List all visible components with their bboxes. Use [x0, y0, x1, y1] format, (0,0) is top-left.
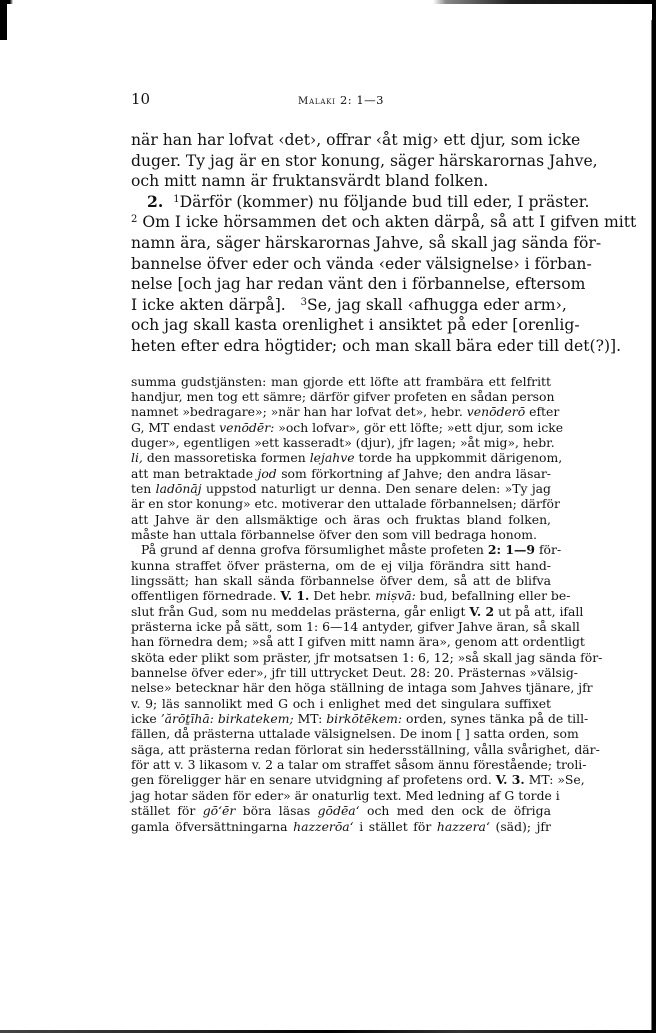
section-number: 2.: [147, 191, 164, 211]
page-header: [131, 90, 551, 116]
hebrew-transliteration: birkōtēkem:: [326, 711, 403, 727]
note-text: att man betraktade: [131, 465, 254, 481]
text-line: när han har lofvat ‹det›, offrar ‹åt mig› ett djur, som icke: [131, 131, 581, 149]
scripture-translation: [131, 130, 637, 357]
note-line: han förnedra dem; »så att I gifven mitt namn ära», genom att ordentligt: [131, 634, 585, 650]
verse-marker: 3: [300, 296, 308, 308]
note-text: torde ha uppkommit därigenom,: [358, 450, 563, 466]
text-line: bannelse öfver eder och vända ‹eder välsignelse› i förban-: [131, 254, 592, 273]
section-heading-line: [131, 191, 590, 213]
note-text: slut från Gud, som nu meddelas prästerna, går enligt: [131, 603, 466, 619]
scan-border-left: [0, 0, 7, 40]
note-line: [131, 772, 585, 788]
hebrew-transliteration: hazzera‘: [436, 818, 490, 834]
note-text: efter: [529, 404, 560, 420]
note-text: den massoretiska formen: [146, 450, 306, 466]
text-line: duger. Ty jag är en stor konung, säger härskarornas Jahve,: [131, 151, 598, 170]
book-page: [131, 90, 637, 834]
note-line: sköta eder plikt som präster, jfr motsatsen 1: 6, 12; »så skall jag sända för-: [131, 649, 603, 665]
note-line: att Jahve är den allsmäktige och äras och fruktas bland folken,: [131, 511, 551, 527]
note-line: [131, 542, 562, 558]
text-line: namn ära, säger härskarornas Jahve, så skall jag sända för-: [131, 233, 602, 252]
note-text: Det hebr.: [313, 588, 372, 604]
note-line: är en stor konung» etc. motiverar den uttalade förbannelsen; därför: [131, 496, 560, 512]
note-line: [131, 711, 589, 727]
note-text: böra läsas: [242, 803, 311, 819]
note-text: stället för: [131, 803, 196, 819]
note-text: gen föreligger här en senare utvidgning af profetens ord.: [131, 772, 492, 788]
scan-border-top: [0, 0, 656, 4]
verse-reference: V. 3.: [495, 772, 525, 788]
hebrew-transliteration: lejahve: [309, 450, 355, 466]
hebrew-transliteration: gōdēa‘: [317, 803, 360, 819]
note-line: [131, 819, 551, 834]
note-line: bannelse öfver eder», jfr till uttrycket Deut. 28: 20. Prästernas »välsig-: [131, 665, 578, 681]
hebrew-transliteration: li,: [131, 450, 143, 466]
scan-border-right: [652, 4, 656, 1033]
note-text: bud, befallning eller be-: [419, 588, 571, 604]
verse-text: Därför (kommer) nu följande bud till eder, I präster.: [179, 192, 590, 211]
note-text: G, MT endast: [131, 419, 216, 435]
verse-reference: V. 1.: [280, 588, 310, 604]
note-line: för att v. 3 likasom v. 2 a talar om straffet såsom ännu förestående; troli-: [131, 757, 587, 773]
note-text: gamla öfversättningarna: [131, 818, 288, 834]
verse-text: I icke akten därpå].: [131, 295, 286, 314]
hebrew-transliteration: gō‘ēr: [202, 803, 236, 819]
note-text: i stället för: [359, 818, 432, 834]
verse-marker: 2: [131, 214, 138, 226]
page-number: 10: [131, 90, 151, 108]
hebrew-transliteration: miṣvā:: [375, 588, 416, 604]
note-line: [131, 404, 560, 420]
note-text: MT: »Se,: [528, 772, 585, 788]
note-text: offentligen förnedrade.: [131, 588, 277, 604]
note-line: duger», egentligen »ett kasseradt» (djur), jfr lagen; »åt mig», hebr.: [131, 434, 555, 450]
commentary-notes: [131, 373, 603, 834]
note-line: [131, 450, 563, 466]
verse-text: Om I icke hörsammen det och akten därpå, så att I gifven mitt: [142, 213, 637, 232]
running-head-book: Malaki: [298, 96, 336, 107]
note-line: [131, 466, 551, 481]
note-line: säga, att prästerna redan förlorat sin hedersställning, vålla svårighet, där-: [131, 741, 600, 757]
running-head: [131, 93, 551, 107]
scan-border-right-inner: [651, 20, 652, 1030]
note-text: icke: [131, 711, 157, 727]
note-line: [131, 603, 584, 619]
note-text: för-: [538, 542, 562, 558]
text-line: och mitt namn är fruktansvärdt bland folken.: [131, 172, 489, 191]
hebrew-transliteration: jod: [257, 465, 277, 481]
note-line: [131, 588, 571, 604]
hebrew-transliteration: hazzerōa‘: [293, 818, 354, 834]
text-line: [131, 295, 567, 316]
note-text: (säd); jfr: [495, 818, 551, 834]
note-line: måste han uttala förbannelse öfver den som vill bedraga honom.: [131, 526, 537, 542]
note-line: handjur, men tog ett sämre; därför gifver profeten en sådan person: [131, 388, 555, 404]
note-line: [131, 803, 551, 818]
note-line: v. 9; läs sannolikt med G och i enlighet med det singulara suffixet: [131, 695, 551, 711]
running-head-reference: 2: 1—3: [339, 93, 384, 107]
note-line: summa gudstjänsten: man gjorde ett löfte att frambära ett felfritt: [131, 373, 551, 389]
verse-reference: V. 2: [469, 603, 495, 619]
verse-text: Se, jag skall ‹afhugga eder arm›,: [307, 295, 567, 314]
note-line: fällen, då prästerna uttalade välsignelsen. De inom [ ] satta orden, som: [131, 726, 579, 742]
note-line: [131, 481, 551, 496]
note-text: uppstod naturligt ur denna. Den senare delen: »Ty jag: [205, 480, 551, 496]
text-line: heten efter edra högtider; och man skall bära eder till det(?)].: [131, 336, 622, 355]
hebrew-transliteration: ’ărōṯīhā: birkatekem;: [160, 711, 294, 727]
note-text: som förkortning af Jahve; den andra läsar-: [281, 465, 551, 481]
hebrew-transliteration: venōderō: [466, 404, 526, 420]
note-text: ten: [131, 480, 152, 496]
note-line: jag hotar säden för eder» är onaturlig text. Med ledning af G torde i: [131, 787, 560, 803]
hebrew-transliteration: venōdēr:: [219, 419, 275, 435]
note-text: och med den ock de öfriga: [367, 803, 551, 819]
text-line: [131, 212, 637, 233]
note-text: orden, synes tänka på de till-: [406, 711, 589, 727]
text-line: nelse [och jag har redan vänt den i förbannelse, eftersom: [131, 275, 586, 294]
note-line: lingssätt; han skall sända förbannelse öfver dem, så att de blifva: [131, 573, 551, 588]
text-line: och jag skall kasta orenlighet i ansiktet på eder [orenlig-: [131, 316, 580, 335]
note-line: [131, 419, 564, 435]
note-text: namnet »bedragare»; »när han har lofvat det», hebr.: [131, 404, 463, 420]
verse-reference: 2: 1—9: [487, 542, 536, 558]
verse-marker: 1: [173, 193, 180, 205]
note-text: På grund af denna grofva försumlighet måste profeten: [141, 542, 484, 558]
note-line: prästerna icke på sätt, som 1: 6—14 antyder, gifver Jahve äran, så skall: [131, 619, 580, 635]
hebrew-transliteration: ladōnāj: [155, 480, 202, 496]
note-text: »och lofvar», gör ett löfte; »ett djur, som icke: [278, 419, 564, 435]
note-line: nelse» betecknar här den höga ställning de intaga som Jahves tjänare, jfr: [131, 680, 593, 696]
note-line: kunna straffet öfver prästerna, om de ej vilja förändra sitt hand-: [131, 557, 551, 573]
note-text: MT:: [297, 711, 323, 727]
note-text: ut på att, ifall: [498, 603, 584, 619]
